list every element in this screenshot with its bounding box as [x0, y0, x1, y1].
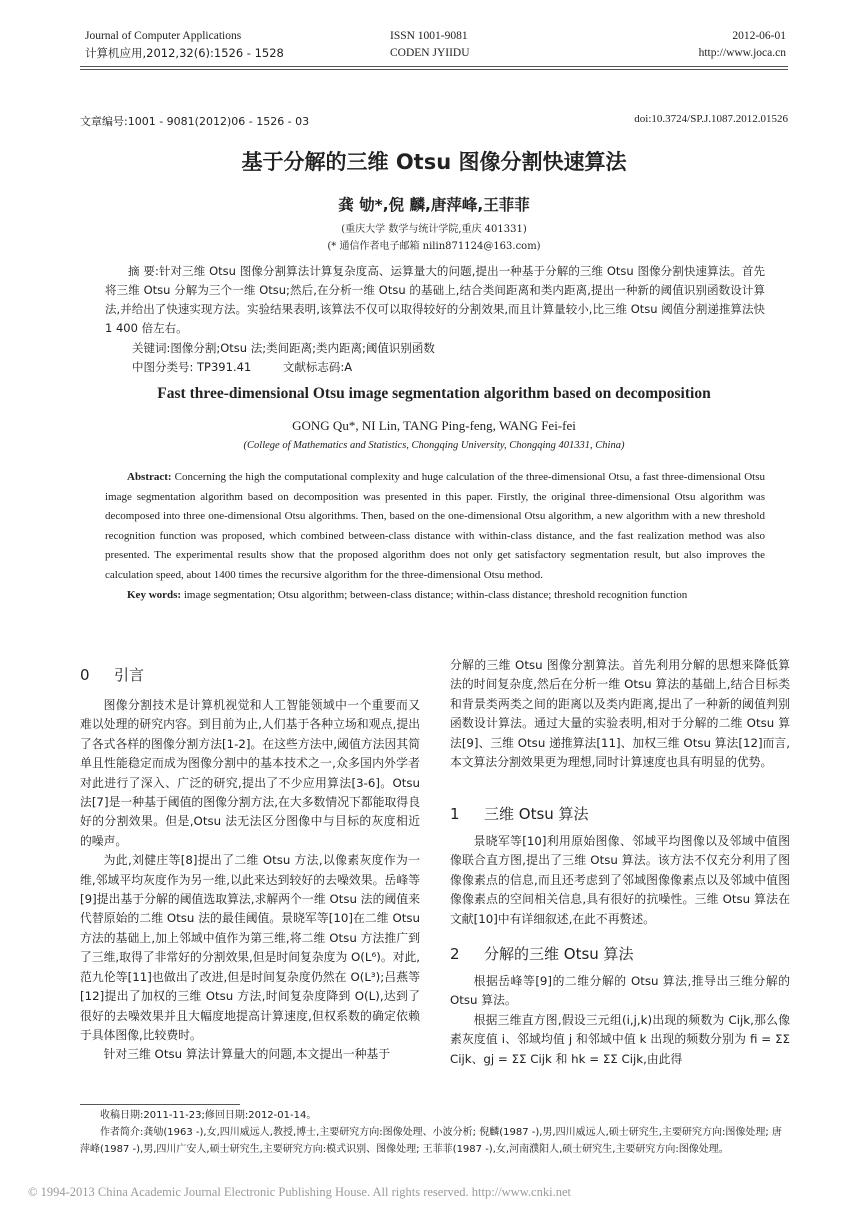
author-bio: 作者简介:龚劬(1963 -),女,四川威远人,教授,博士,主要研究方向:图像处理、小波分析; 倪麟(1987 -),男,四川威远人,硕士研究生,主要研究方向:图像处理; 唐萍峰(1987 -),男,四川广安人,硕士研究生,主要研究方向:模式识别、图像处理; 王菲菲(1987 -),女,河南濮阳人,硕士研究生,主要研究方向:图像处理。	[80, 1127, 782, 1155]
keywords-en-text: image segmentation; Otsu algorithm; between-class distance; within-class distance; threshold recognition function	[183, 588, 688, 601]
journal-citation-cn: 计算机应用,2012,32(6):1526 - 1528	[85, 46, 284, 60]
intro-column-left	[80, 696, 420, 1065]
intro-paragraph-3: 针对三维 Otsu 算法计算量大的问题,本文提出一种基于	[103, 1047, 391, 1062]
header-rule	[80, 66, 788, 67]
document-code: 文献标志码:A	[282, 360, 353, 374]
section-0-heading	[80, 664, 144, 685]
abstract-en-label: Abstract:	[127, 471, 172, 483]
abstract-cn-label: 摘 要:	[128, 264, 159, 278]
section-0-number: 0	[80, 666, 90, 684]
footnote-rule	[80, 1104, 240, 1105]
issn: ISSN 1001-9081	[390, 30, 468, 42]
title-cn: 基于分解的三维 Otsu 图像分割快速算法	[241, 150, 627, 174]
abstract-en	[105, 468, 765, 605]
received-date: 收稿日期:2011-11-23;修回日期:2012-01-14。	[100, 1110, 317, 1121]
intro-paragraph-1: 图像分割技术是计算机视觉和人工智能领域中一个重要而又难以处理的研究内容。到目前为止,人们基于各种立场和观点,提出了各式各样的图像分割方法[1-2]。在这些方法中,阈值方法因其简单且性能稳定而成为图像分割中的基本技术之一,众多国内外学者对此进行了深入、广泛的研究,提出了不少应用算法[3-6]。Otsu 法[7]是一种基于阈值的图像分割方法,在大多数情况下都能取得良好的分割效果。但是,Otsu 法无法区分图像中与目标的灰度相近的噪声。	[80, 698, 420, 848]
journal-name-en: Journal of Computer Applications	[85, 30, 242, 42]
keywords-en-label: Key words:	[127, 588, 182, 601]
section-1-title: 三维 Otsu 算法	[484, 805, 589, 823]
corresponding-author: (* 通信作者电子邮箱 nilin871124@163.com)	[327, 241, 541, 252]
intro-column-right	[450, 656, 790, 772]
article-number: 文章编号:1001 - 9081(2012)06 - 1526 - 03	[80, 115, 310, 128]
header-rule-thin	[80, 69, 788, 70]
section-1-body	[450, 832, 790, 929]
affiliation-cn: (重庆大学 数学与统计学院,重庆 401331)	[341, 224, 527, 235]
journal-header-left	[85, 28, 385, 62]
intro-paragraph-2: 为此,刘健庄等[8]提出了二维 Otsu 方法,以像素灰度作为一维,邻域平均灰度作为另一维,以此来达到较好的去噪效果。岳峰等[9]提出基于分解的阈值选取算法,求解两个一维 Otsu 法的阈值来代替原始的二维 Otsu 法的最佳阈值。景晓军等[10]在二维 Otsu 方法的基础上,加上邻域中值作为第三维,将二维 Otsu 方法推广到了三维,取得了非常好的分割效果,但是时间复杂度为 O(L⁶)。对此,范九伦等[11]也做出了改进,但是时间复杂度仍然在 O(L³);吕燕等[12]提出了加权的三维 Otsu 方法,时间复杂度降到 O(L),达到了很好的去噪效果并且大幅度地提高计算速度,但权系数的确定依赖于具体图像,比较费时。	[80, 853, 420, 1042]
section-2-number: 2	[450, 945, 460, 963]
issue-date: 2012-06-01	[732, 30, 786, 42]
journal-header-center	[390, 28, 590, 62]
intro-paragraph-continued: 分解的三维 Otsu 图像分割算法。首先利用分解的思想来降低算法的时间复杂度,然后在分析一维 Otsu 算法的基础上,结合目标类和背景类两类之间的距离以及类内距离,提出了一种新的阈值判别函数设计算法。通过大量的实验表明,相对于分解的二维 Otsu 算法[9]、三维 Otsu 递推算法[11]、加权三维 Otsu 算法[12]而言,本文算法分割效果更为理想,同时计算速度也具有明显的优势。	[450, 658, 790, 770]
section-2-title: 分解的三维 Otsu 算法	[484, 945, 634, 963]
abstract-cn	[105, 262, 765, 338]
section-1-number: 1	[450, 805, 460, 823]
affiliation-en: (College of Mathematics and Statistics, Chongqing University, Chongqing 401331, China)	[243, 440, 625, 451]
journal-url[interactable]: http://www.joca.cn	[698, 47, 786, 59]
authors-en: GONG Qu*, NI Lin, TANG Ping-feng, WANG Fei-fei	[292, 418, 576, 433]
footnotes	[80, 1107, 788, 1158]
copyright-notice: © 1994-2013 China Academic Journal Electronic Publishing House. All rights reserved. http://www.cnki.net	[28, 1185, 571, 1199]
section-1-paragraph: 景晓军等[10]利用原始图像、邻域平均图像以及邻域中值图像联合直方图,提出了三维 Otsu 算法。该方法不仅充分利用了图像像素点的信息,而且还考虑到了邻域图像像素点以及邻域中值图像像素点的空间相关信息,具有很好的抗噪性。三维 Otsu 算法在文献[10]中有详细叙述,在此不再赘述。	[450, 834, 790, 926]
abstract-cn-text: 针对三维 Otsu 图像分割算法计算复杂度高、运算量大的问题,提出一种基于分解的三维 Otsu 图像分割快速算法。首先将三维 Otsu 分解为三个一维 Otsu;然后,在分析一维 Otsu 的基础上,结合类间距离和类内距离,提出一种新的阈值识别函数设计算法,并给出了快速实现方法。实验结果表明,该算法不仅可以取得较好的分割效果,而且计算量较小,比三维 Otsu 阈值分割递推算法快 1 400 倍左右。	[105, 264, 765, 335]
section-2-paragraph-2: 根据三维直方图,假设三元组(i,j,k)出现的频数为 Cijk,那么像素灰度值 i、邻域均值 j 和邻域中值 k 出现的频数分别为 fi = ΣΣ Cijk、gj = ΣΣ Cijk 和 hk = ΣΣ Cijk,由此得	[450, 1012, 790, 1066]
clc-number: 中图分类号: TP391.41	[132, 360, 252, 374]
authors-cn: 龚 劬*,倪 麟,唐萍峰,王菲菲	[338, 196, 530, 214]
journal-header-right	[566, 28, 786, 62]
abstract-en-text: Concerning the high the computational complexity and huge calculation of the three-dimensional Otsu, a fast three-dimensional Otsu image segmentation algorithm based on decomposition was presented in this paper. Firstly, the original three-dimensional Otsu algorithm was decomposed into three one-dimensional Otsu algorithms. Then, based on the one-dimensional Otsu algorithm, a new algorithm with a new threshold recognition function was proposed, which combined between-class distance with within-class distance, and the fast realization method was also presented. The experimental results show that the proposed algorithm does not only get satisfactory segmentation result, but also improves the calculation speed, about 1400 times the recursive algorithm for the three-dimensional Otsu method.	[105, 471, 766, 581]
section-2-paragraph-1: 根据岳峰等[9]的二维分解的 Otsu 算法,推导出三维分解的 Otsu 算法。	[450, 974, 790, 1008]
section-2-heading	[450, 943, 634, 964]
section-0-title: 引言	[114, 666, 145, 684]
section-1-heading	[450, 803, 589, 824]
classification	[132, 359, 380, 375]
keywords-cn: 关键词:图像分割;Otsu 法;类间距离;类内距离;阈值识别函数	[132, 341, 435, 355]
doi: doi:10.3724/SP.J.1087.2012.01526	[634, 113, 788, 125]
section-2-body	[450, 972, 790, 1069]
title-en: Fast three-dimensional Otsu image segmentation algorithm based on decomposition	[157, 385, 711, 402]
coden: CODEN JYIIDU	[390, 47, 470, 59]
